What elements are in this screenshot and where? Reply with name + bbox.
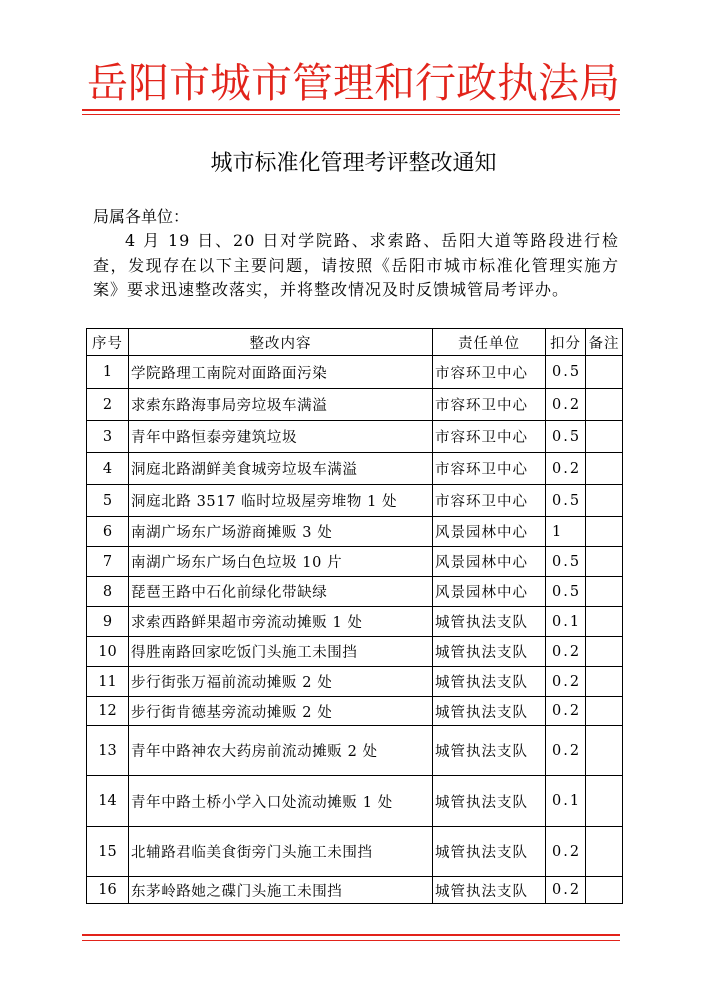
salutation: 局属各单位： <box>93 207 190 226</box>
cell-no: 7 <box>87 547 129 577</box>
cell-unit: 市容环卫中心 <box>433 421 546 453</box>
cell-content: 求索东路海事局旁垃圾车满溢 <box>129 389 433 421</box>
cell-unit: 城管执法支队 <box>433 637 546 667</box>
cell-content: 洞庭北路湖鲜美食城旁垃圾车满溢 <box>129 453 433 485</box>
cell-note <box>586 389 623 421</box>
cell-note <box>586 453 623 485</box>
cell-note <box>586 547 623 577</box>
cell-content: 南湖广场东广场游商摊贩 3 处 <box>129 517 433 547</box>
cell-score: 0.1 <box>546 607 586 637</box>
cell-content: 琵琶王路中石化前绿化带缺绿 <box>129 577 433 607</box>
cell-no: 12 <box>87 697 129 726</box>
cell-no: 4 <box>87 453 129 485</box>
table-row <box>87 517 623 547</box>
cell-no: 5 <box>87 485 129 517</box>
cell-score: 0.2 <box>546 667 586 697</box>
cell-score: 0.2 <box>546 389 586 421</box>
rectification-table <box>86 328 623 904</box>
cell-note <box>586 637 623 667</box>
cell-note <box>586 356 623 389</box>
cell-note <box>586 877 623 904</box>
cell-note <box>586 827 623 877</box>
cell-note <box>586 517 623 547</box>
cell-note <box>586 607 623 637</box>
cell-unit: 城管执法支队 <box>433 697 546 726</box>
cell-no: 8 <box>87 577 129 607</box>
cell-note <box>586 667 623 697</box>
cell-content: 求索西路鲜果超市旁流动摊贩 1 处 <box>129 607 433 637</box>
cell-score: 0.5 <box>546 485 586 517</box>
table-row <box>87 421 623 453</box>
cell-content: 得胜南路回家吃饭门头施工未围挡 <box>129 637 433 667</box>
header-rule-thin <box>82 114 620 115</box>
table-row <box>87 389 623 421</box>
cell-no: 3 <box>87 421 129 453</box>
cell-content: 东茅岭路她之碟门头施工未围挡 <box>129 877 433 904</box>
header-no: 序号 <box>87 329 129 356</box>
cell-no: 2 <box>87 389 129 421</box>
cell-unit: 城管执法支队 <box>433 827 546 877</box>
cell-score: 0.5 <box>546 421 586 453</box>
cell-no: 11 <box>87 667 129 697</box>
table-row <box>87 356 623 389</box>
cell-content: 学院路理工南院对面路面污染 <box>129 356 433 389</box>
body-paragraph: 4 月 19 日、20 日对学院路、求索路、岳阳大道等路段进行检查，发现存在以下主要问题，请按照《岳阳市城市标准化管理实施方案》要求迅速整改落实，并将整改情况及时反馈城管局考评办。 <box>93 231 619 299</box>
cell-note <box>586 726 623 776</box>
cell-unit: 风景园林中心 <box>433 577 546 607</box>
document-title: 城市标准化管理考评整改通知 <box>210 151 497 176</box>
cell-content: 步行街张万福前流动摊贩 2 处 <box>129 667 433 697</box>
cell-score: 1 <box>546 517 586 547</box>
cell-no: 10 <box>87 637 129 667</box>
table-row <box>87 697 623 726</box>
cell-content: 青年中路恒泰旁建筑垃圾 <box>129 421 433 453</box>
table-row <box>87 667 623 697</box>
cell-content: 北辅路君临美食街旁门头施工未围挡 <box>129 827 433 877</box>
table-row <box>87 577 623 607</box>
cell-score: 0.2 <box>546 637 586 667</box>
header-rule-thick <box>82 109 620 111</box>
cell-note <box>586 577 623 607</box>
cell-score: 0.1 <box>546 776 586 827</box>
cell-unit: 城管执法支队 <box>433 877 546 904</box>
cell-score: 0.2 <box>546 697 586 726</box>
footer-rule-thick <box>82 934 620 936</box>
cell-unit: 市容环卫中心 <box>433 356 546 389</box>
cell-unit: 城管执法支队 <box>433 776 546 827</box>
table-row <box>87 637 623 667</box>
cell-score: 0.2 <box>546 726 586 776</box>
cell-no: 15 <box>87 827 129 877</box>
cell-unit: 风景园林中心 <box>433 547 546 577</box>
table-row <box>87 776 623 827</box>
cell-no: 13 <box>87 726 129 776</box>
cell-note <box>586 485 623 517</box>
cell-score: 0.2 <box>546 877 586 904</box>
cell-content: 洞庭北路 3517 临时垃圾屋旁堆物 1 处 <box>129 485 433 517</box>
cell-score: 0.2 <box>546 827 586 877</box>
table-row <box>87 453 623 485</box>
table-row <box>87 827 623 877</box>
cell-note <box>586 776 623 827</box>
table-row <box>87 726 623 776</box>
table-body <box>87 356 623 904</box>
cell-score: 0.2 <box>546 453 586 485</box>
table-row <box>87 607 623 637</box>
cell-content: 青年中路神农大药房前流动摊贩 2 处 <box>129 726 433 776</box>
cell-score: 0.5 <box>546 547 586 577</box>
table-header-row <box>87 329 623 356</box>
cell-note <box>586 421 623 453</box>
cell-no: 16 <box>87 877 129 904</box>
cell-unit: 城管执法支队 <box>433 667 546 697</box>
header-note: 备注 <box>586 329 623 356</box>
table-row <box>87 877 623 904</box>
cell-unit: 城管执法支队 <box>433 607 546 637</box>
cell-unit: 市容环卫中心 <box>433 389 546 421</box>
table-row <box>87 547 623 577</box>
cell-unit: 市容环卫中心 <box>433 453 546 485</box>
cell-score: 0.5 <box>546 577 586 607</box>
document-header-org: 岳阳市城市管理和行政执法局 <box>87 59 620 107</box>
cell-unit: 市容环卫中心 <box>433 485 546 517</box>
cell-score: 0.5 <box>546 356 586 389</box>
header-score: 扣分 <box>546 329 586 356</box>
cell-no: 6 <box>87 517 129 547</box>
header-unit: 责任单位 <box>433 329 546 356</box>
cell-unit: 城管执法支队 <box>433 726 546 776</box>
table-row <box>87 485 623 517</box>
cell-no: 1 <box>87 356 129 389</box>
cell-unit: 风景园林中心 <box>433 517 546 547</box>
cell-no: 9 <box>87 607 129 637</box>
footer-rule-thin <box>82 940 620 941</box>
cell-content: 南湖广场东广场白色垃圾 10 片 <box>129 547 433 577</box>
cell-no: 14 <box>87 776 129 827</box>
cell-note <box>586 697 623 726</box>
cell-content: 步行街肯德基旁流动摊贩 2 处 <box>129 697 433 726</box>
cell-content: 青年中路土桥小学入口处流动摊贩 1 处 <box>129 776 433 827</box>
header-content: 整改内容 <box>129 329 433 356</box>
